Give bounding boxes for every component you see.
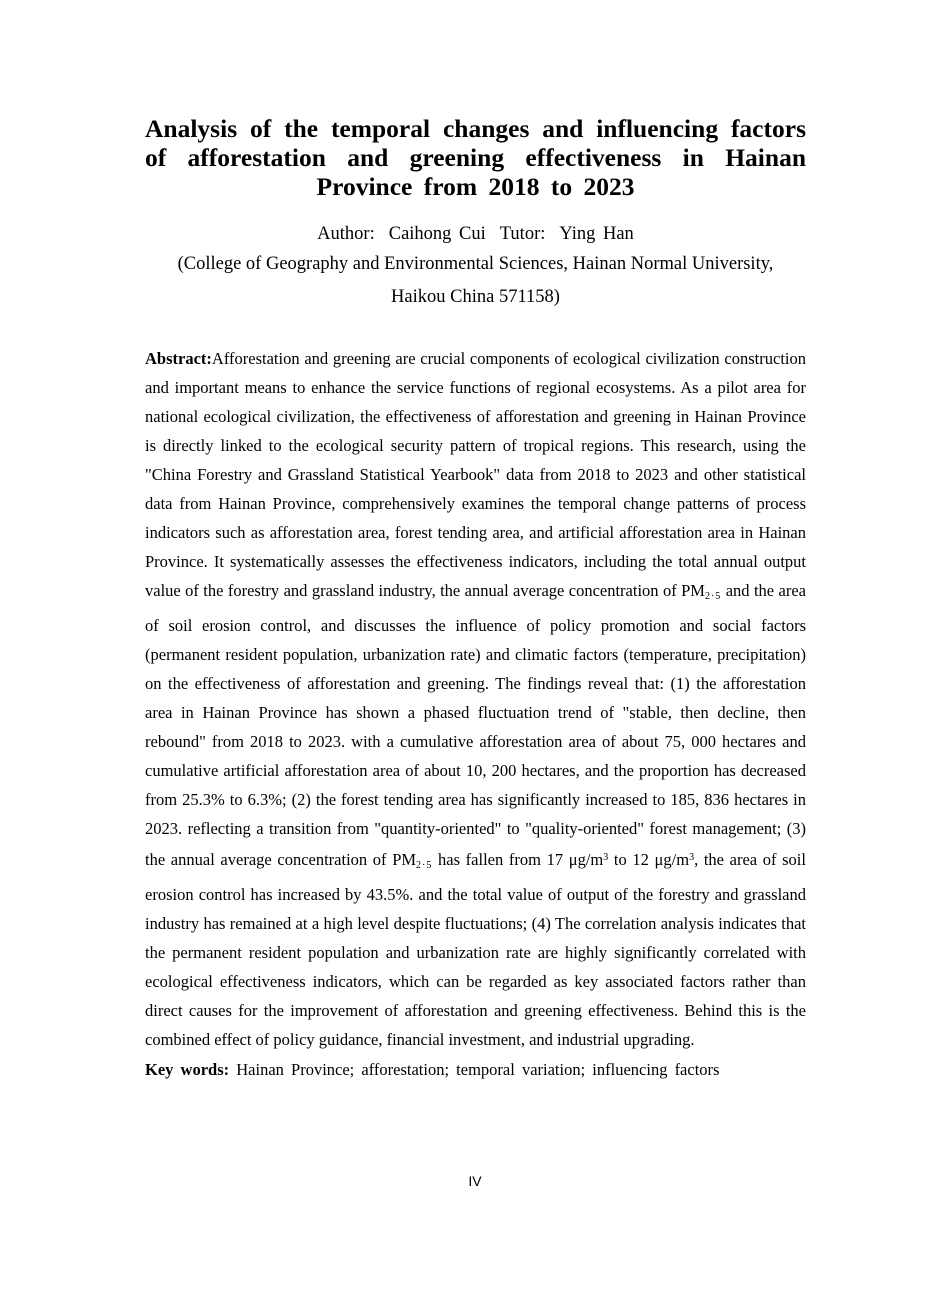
author-label: Author: [317,224,375,244]
cube-superscript-2: 3 [689,852,695,863]
abstract-text-2: and the area of soil erosion control, and discusses the influence of policy promotion and social factors (permanent resident population, urbanization rate) and climatic factors (temperature, precipitation) on the effectiveness of afforestation and greening. The findings reveal that: (1) the afforestation area in Hainan Province has shown a phased fluctuation trend of "stable, then decline, then rebound" from 2018 to 2023. with a cumulative afforestation area of about 75, 000 hectares and cumulative artificial afforestation area of about 10, 200 hectares, and the proportion has decreased from 25.3% to 6.3%; (2) the forest tending area has significantly increased to 185, 836 hectares in 2023. reflecting a transition from "quantity-oriented" to "quality-oriented" forest management; (3) the annual average concentration of PM [145,581,806,869]
keywords [145,1055,806,1084]
affiliation-line-2: Haikou China 571158) [391,287,560,307]
abstract [145,344,806,1054]
tutor-name: Ying Han [559,224,634,244]
abstract-text-3: has fallen from 17 μg/m [432,850,604,869]
affiliation-line-1: (College of Geography and Environmental Sciences, Hainan Normal University, [177,254,774,274]
keywords-label: Key words: [145,1060,230,1079]
cube-superscript-1: 3 [603,852,609,863]
affiliation [145,248,806,314]
abstract-text-1: Afforestation and greening are crucial components of ecological civilization construction and important means to enhance the service functions of regional ecosystems. As a pilot area for national ecological civilization, the effectiveness of afforestation and greening in Hainan Province is directly linked to the ecological security pattern of tropical regions. This research, using the "China Forestry and Grassland Statistical Yearbook" data from 2018 to 2023 and other statistical data from Hainan Province, comprehensively examines the temporal change patterns of process indicators such as afforestation area, forest tending area, and artificial afforestation area in Hainan Province. It systematically assesses the effectiveness indicators, including the total annual output value of the forestry and grassland industry, the annual average concentration of PM [145,349,806,600]
paper-title: Analysis of the temporal changes and influencing factors of afforestation and greening effectiveness in Hainan Province from 2018 to 2023 [145,114,806,201]
keywords-text: Hainan Province; afforestation; temporal variation; influencing factors [236,1060,720,1079]
pm-subscript-1: 2·5 [704,591,722,602]
abstract-text-5: , the area of soil erosion control has increased by 43.5%. and the total value of output of the forestry and grassland industry has remained at a high level despite fluctuations; (4) The correlation analysis indicates that the permanent resident population and urbanization rate are highly significantly correlated with ecological effectiveness indicators, which can be regarded as key associated factors rather than direct causes for the improvement of afforestation and greening effectiveness. Behind this is the combined effect of policy guidance, financial investment, and industrial upgrading. [145,850,806,1049]
abstract-text-4: to 12 μg/m [608,850,690,869]
page-number: IV [468,1173,482,1189]
pm-subscript-2: 2·5 [416,860,433,871]
abstract-label: Abstract: [145,349,212,368]
paper-page [145,114,806,1084]
author-line [145,221,806,248]
author-name: Caihong Cui [388,224,486,244]
tutor-label: Tutor: [499,224,546,244]
